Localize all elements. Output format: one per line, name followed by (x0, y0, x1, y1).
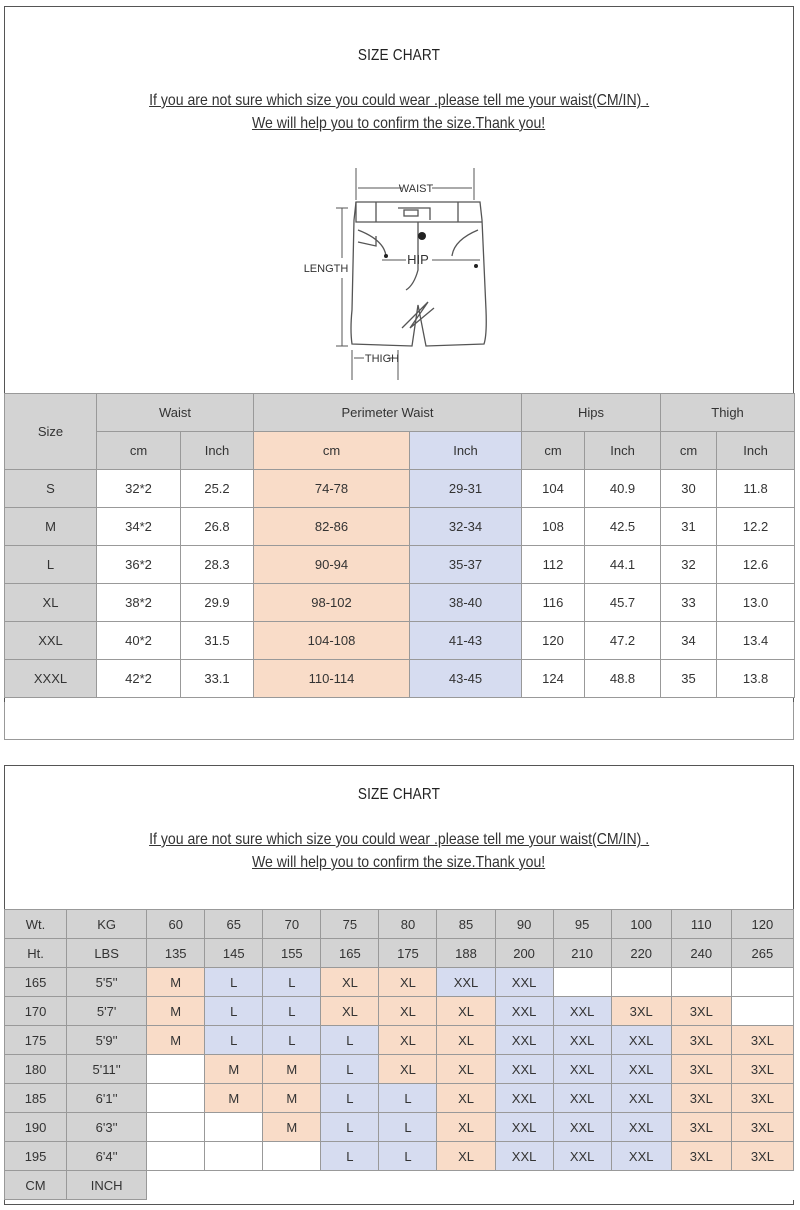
fit-size-cell: XL (379, 1026, 437, 1055)
table-row (5, 997, 794, 1026)
measurement-cell: 41-43 (410, 622, 522, 660)
measurement-cell: 13.0 (717, 584, 795, 622)
measurement-cell: 32 (661, 546, 717, 584)
table-row (5, 660, 795, 698)
fit-size-cell (147, 1113, 205, 1142)
size-chart-title: SIZE CHART (357, 47, 441, 64)
fit-size-cell: XXL (611, 1113, 671, 1142)
measurement-cell: 30 (661, 470, 717, 508)
fit-size-cell: XL (379, 968, 437, 997)
measurement-cell: 31.5 (181, 622, 254, 660)
lbs-label: LBS (67, 939, 147, 968)
lbs-cell: 210 (553, 939, 611, 968)
fit-size-cell: L (263, 968, 321, 997)
kg-cell: 90 (495, 910, 553, 939)
measurement-cell: 40.9 (585, 470, 661, 508)
fit-size-cell: XL (379, 1055, 437, 1084)
height-cm-cell: 165 (5, 968, 67, 997)
measurement-cell: 32*2 (97, 470, 181, 508)
table-row (5, 1142, 794, 1171)
kg-cell: 65 (205, 910, 263, 939)
fit-size-cell: M (205, 1055, 263, 1084)
fit-size-cell: M (263, 1113, 321, 1142)
table-row (5, 508, 795, 546)
fit-size-cell: XXL (553, 1055, 611, 1084)
fit-size-cell: M (263, 1084, 321, 1113)
fit-size-cell: L (321, 1026, 379, 1055)
thigh-label: THIGH (364, 353, 400, 365)
measurement-cell: 45.7 (585, 584, 661, 622)
table-row (5, 622, 795, 660)
fit-size-cell (731, 968, 793, 997)
measurement-cell: 104-108 (254, 622, 410, 660)
height-cm-cell: 185 (5, 1084, 67, 1113)
height-cm-cell: 170 (5, 997, 67, 1026)
measurement-cell: 29-31 (410, 470, 522, 508)
measurement-cell: 112 (522, 546, 585, 584)
table-footer-space (4, 702, 794, 740)
lbs-cell: 135 (147, 939, 205, 968)
group-header-thigh: Thigh (661, 394, 795, 432)
kg-cell: 110 (671, 910, 731, 939)
measurement-cell: 12.6 (717, 546, 795, 584)
fit-size-cell: L (379, 1142, 437, 1171)
measurement-cell: 13.8 (717, 660, 795, 698)
fit-size-cell: XXL (495, 1084, 553, 1113)
fit-size-cell: XXL (611, 1055, 671, 1084)
fit-size-cell: XXL (553, 997, 611, 1026)
fit-size-cell (611, 968, 671, 997)
group-header-waist: Waist (97, 394, 254, 432)
lbs-cell: 220 (611, 939, 671, 968)
fit-table (4, 909, 794, 1200)
fit-size-cell: L (321, 1113, 379, 1142)
fit-size-cell: XXL (611, 1142, 671, 1171)
measurement-cell: 26.8 (181, 508, 254, 546)
height-cm-cell: 180 (5, 1055, 67, 1084)
table-row (5, 546, 795, 584)
fit-size-cell: XL (437, 1026, 495, 1055)
footer-row (5, 1171, 794, 1200)
measurement-cell: 11.8 (717, 470, 795, 508)
ht-label: Ht. (5, 939, 67, 968)
kg-label: KG (67, 910, 147, 939)
fit-size-cell: XXL (495, 1055, 553, 1084)
fit-size-cell: L (205, 997, 263, 1026)
kg-cell: 100 (611, 910, 671, 939)
group-header-perimeter-waist: Perimeter Waist (254, 394, 522, 432)
size-cell: XXL (5, 622, 97, 660)
fit-size-cell: XL (437, 1113, 495, 1142)
fit-size-cell: 3XL (671, 1084, 731, 1113)
fit-size-cell: L (263, 1026, 321, 1055)
fit-size-cell: 3XL (731, 1084, 793, 1113)
measurement-cell: 120 (522, 622, 585, 660)
fit-note-line2: We will help you to confirm the size.Thank you! (252, 854, 546, 871)
fit-size-cell: XXL (495, 1026, 553, 1055)
unit-header: Inch (717, 432, 795, 470)
fit-size-cell: XXL (495, 968, 553, 997)
measurement-cell: 90-94 (254, 546, 410, 584)
group-header-hips: Hips (522, 394, 661, 432)
measurement-cell: 108 (522, 508, 585, 546)
fit-size-cell: M (147, 1026, 205, 1055)
kg-cell: 95 (553, 910, 611, 939)
footer-cm-label: CM (5, 1171, 67, 1200)
fit-size-cell: XL (437, 1084, 495, 1113)
fit-size-cell (147, 1084, 205, 1113)
fit-size-cell: XXL (553, 1026, 611, 1055)
fit-size-cell: XL (437, 1142, 495, 1171)
fit-size-cell: M (263, 1055, 321, 1084)
fit-size-cell: XXL (553, 1084, 611, 1113)
fit-size-cell: XL (321, 968, 379, 997)
measurement-cell: 110-114 (254, 660, 410, 698)
unit-header: Inch (410, 432, 522, 470)
footer-filler (147, 1171, 794, 1200)
height-inch-cell: 5'9'' (67, 1026, 147, 1055)
measurement-cell: 35-37 (410, 546, 522, 584)
length-label: LENGTH (303, 263, 349, 275)
hip-label: HIP (407, 252, 429, 267)
measurement-cell: 25.2 (181, 470, 254, 508)
lbs-cell: 165 (321, 939, 379, 968)
height-inch-cell: 5'5'' (67, 968, 147, 997)
measurement-cell: 12.2 (717, 508, 795, 546)
kg-cell: 75 (321, 910, 379, 939)
unit-header: cm (661, 432, 717, 470)
fit-size-cell: XL (379, 997, 437, 1026)
fit-size-cell: XXL (495, 1113, 553, 1142)
fit-size-cell: 3XL (731, 1055, 793, 1084)
height-inch-cell: 5'11'' (67, 1055, 147, 1084)
fit-size-cell: XXL (495, 1142, 553, 1171)
measurement-cell: 34 (661, 622, 717, 660)
kg-cell: 60 (147, 910, 205, 939)
kg-cell: 85 (437, 910, 495, 939)
fit-size-cell: XXL (553, 1113, 611, 1142)
fit-note (5, 828, 793, 874)
fit-chart-title: SIZE CHART (357, 786, 441, 803)
height-inch-cell: 6'1'' (67, 1084, 147, 1113)
measurement-cell: 28.3 (181, 546, 254, 584)
fit-size-cell: XL (437, 1055, 495, 1084)
measurement-cell: 44.1 (585, 546, 661, 584)
fit-size-cell: XL (437, 997, 495, 1026)
fit-size-cell: L (321, 1055, 379, 1084)
measurement-table (4, 393, 795, 698)
table-row (5, 968, 794, 997)
table-row (5, 1055, 794, 1084)
fit-note-line1: If you are not sure which size you could wear .please tell me your waist(CM/IN) . (148, 831, 650, 848)
fit-size-cell: L (205, 1026, 263, 1055)
measurement-cell: 98-102 (254, 584, 410, 622)
footer-inch-label: INCH (67, 1171, 147, 1200)
measurement-cell: 38*2 (97, 584, 181, 622)
lbs-cell: 175 (379, 939, 437, 968)
unit-header: cm (522, 432, 585, 470)
measurement-cell: 82-86 (254, 508, 410, 546)
kg-cell: 70 (263, 910, 321, 939)
lbs-cell: 200 (495, 939, 553, 968)
fit-size-cell: L (379, 1084, 437, 1113)
unit-header: Inch (181, 432, 254, 470)
measurement-cell: 104 (522, 470, 585, 508)
size-cell: L (5, 546, 97, 584)
measurement-cell: 47.2 (585, 622, 661, 660)
measurement-cell: 33 (661, 584, 717, 622)
fit-size-cell (553, 968, 611, 997)
fit-size-cell: M (147, 997, 205, 1026)
fit-size-cell: L (379, 1113, 437, 1142)
measurement-cell: 48.8 (585, 660, 661, 698)
fit-size-cell: XXL (437, 968, 495, 997)
size-note (5, 89, 793, 135)
lbs-row (5, 939, 794, 968)
fit-size-cell (147, 1055, 205, 1084)
kg-row (5, 910, 794, 939)
measurement-cell: 38-40 (410, 584, 522, 622)
size-cell: XXXL (5, 660, 97, 698)
fit-size-cell: 3XL (731, 1026, 793, 1055)
measurement-cell: 35 (661, 660, 717, 698)
table-row (5, 470, 795, 508)
measurement-cell: 36*2 (97, 546, 181, 584)
size-header: Size (5, 394, 97, 470)
fit-size-cell: 3XL (671, 1113, 731, 1142)
fit-size-cell: 3XL (671, 997, 731, 1026)
measurement-cell: 34*2 (97, 508, 181, 546)
size-note-line1: If you are not sure which size you could wear .please tell me your waist(CM/IN) . (148, 92, 650, 109)
size-cell: S (5, 470, 97, 508)
fit-size-cell: 3XL (671, 1142, 731, 1171)
fit-size-cell: L (263, 997, 321, 1026)
fit-size-cell: 3XL (731, 1113, 793, 1142)
height-cm-cell: 195 (5, 1142, 67, 1171)
fit-size-cell: XXL (495, 997, 553, 1026)
fit-size-cell: M (147, 968, 205, 997)
lbs-cell: 145 (205, 939, 263, 968)
height-inch-cell: 6'4'' (67, 1142, 147, 1171)
height-inch-cell: 6'3'' (67, 1113, 147, 1142)
measurement-cell: 74-78 (254, 470, 410, 508)
shorts-diagram (298, 160, 498, 386)
fit-size-cell: XXL (611, 1026, 671, 1055)
kg-cell: 120 (731, 910, 793, 939)
measurement-cell: 29.9 (181, 584, 254, 622)
waist-label: WAIST (398, 183, 434, 195)
measurement-cell: 40*2 (97, 622, 181, 660)
fit-size-cell (671, 968, 731, 997)
lbs-cell: 188 (437, 939, 495, 968)
measurement-cell: 124 (522, 660, 585, 698)
table-row (5, 1084, 794, 1113)
table-row (5, 1026, 794, 1055)
fit-size-cell: 3XL (671, 1055, 731, 1084)
unit-header: cm (254, 432, 410, 470)
size-note-line2: We will help you to confirm the size.Thank you! (252, 115, 546, 132)
measurement-cell: 33.1 (181, 660, 254, 698)
wt-label: Wt. (5, 910, 67, 939)
fit-size-cell: 3XL (731, 1142, 793, 1171)
fit-size-cell: XL (321, 997, 379, 1026)
fit-size-cell (205, 1113, 263, 1142)
fit-size-cell (263, 1142, 321, 1171)
fit-size-cell: M (205, 1084, 263, 1113)
unit-header: Inch (585, 432, 661, 470)
height-cm-cell: 190 (5, 1113, 67, 1142)
fit-size-cell: 3XL (671, 1026, 731, 1055)
fit-size-cell: L (205, 968, 263, 997)
measurement-cell: 43-45 (410, 660, 522, 698)
size-cell: M (5, 508, 97, 546)
measurement-cell: 13.4 (717, 622, 795, 660)
unit-header: cm (97, 432, 181, 470)
lbs-cell: 240 (671, 939, 731, 968)
measurement-cell: 42.5 (585, 508, 661, 546)
height-inch-cell: 5'7' (67, 997, 147, 1026)
measurement-cell: 42*2 (97, 660, 181, 698)
fit-size-cell (147, 1142, 205, 1171)
fit-size-cell: XXL (611, 1084, 671, 1113)
table-row (5, 1113, 794, 1142)
lbs-cell: 155 (263, 939, 321, 968)
fit-size-cell: XXL (553, 1142, 611, 1171)
fit-size-cell: L (321, 1142, 379, 1171)
fit-size-cell: L (321, 1084, 379, 1113)
kg-cell: 80 (379, 910, 437, 939)
measurement-cell: 31 (661, 508, 717, 546)
fit-size-cell (731, 997, 793, 1026)
fit-size-cell: 3XL (611, 997, 671, 1026)
fit-size-cell (205, 1142, 263, 1171)
height-cm-cell: 175 (5, 1026, 67, 1055)
size-cell: XL (5, 584, 97, 622)
lbs-cell: 265 (731, 939, 793, 968)
table-row (5, 584, 795, 622)
measurement-cell: 32-34 (410, 508, 522, 546)
measurement-cell: 116 (522, 584, 585, 622)
